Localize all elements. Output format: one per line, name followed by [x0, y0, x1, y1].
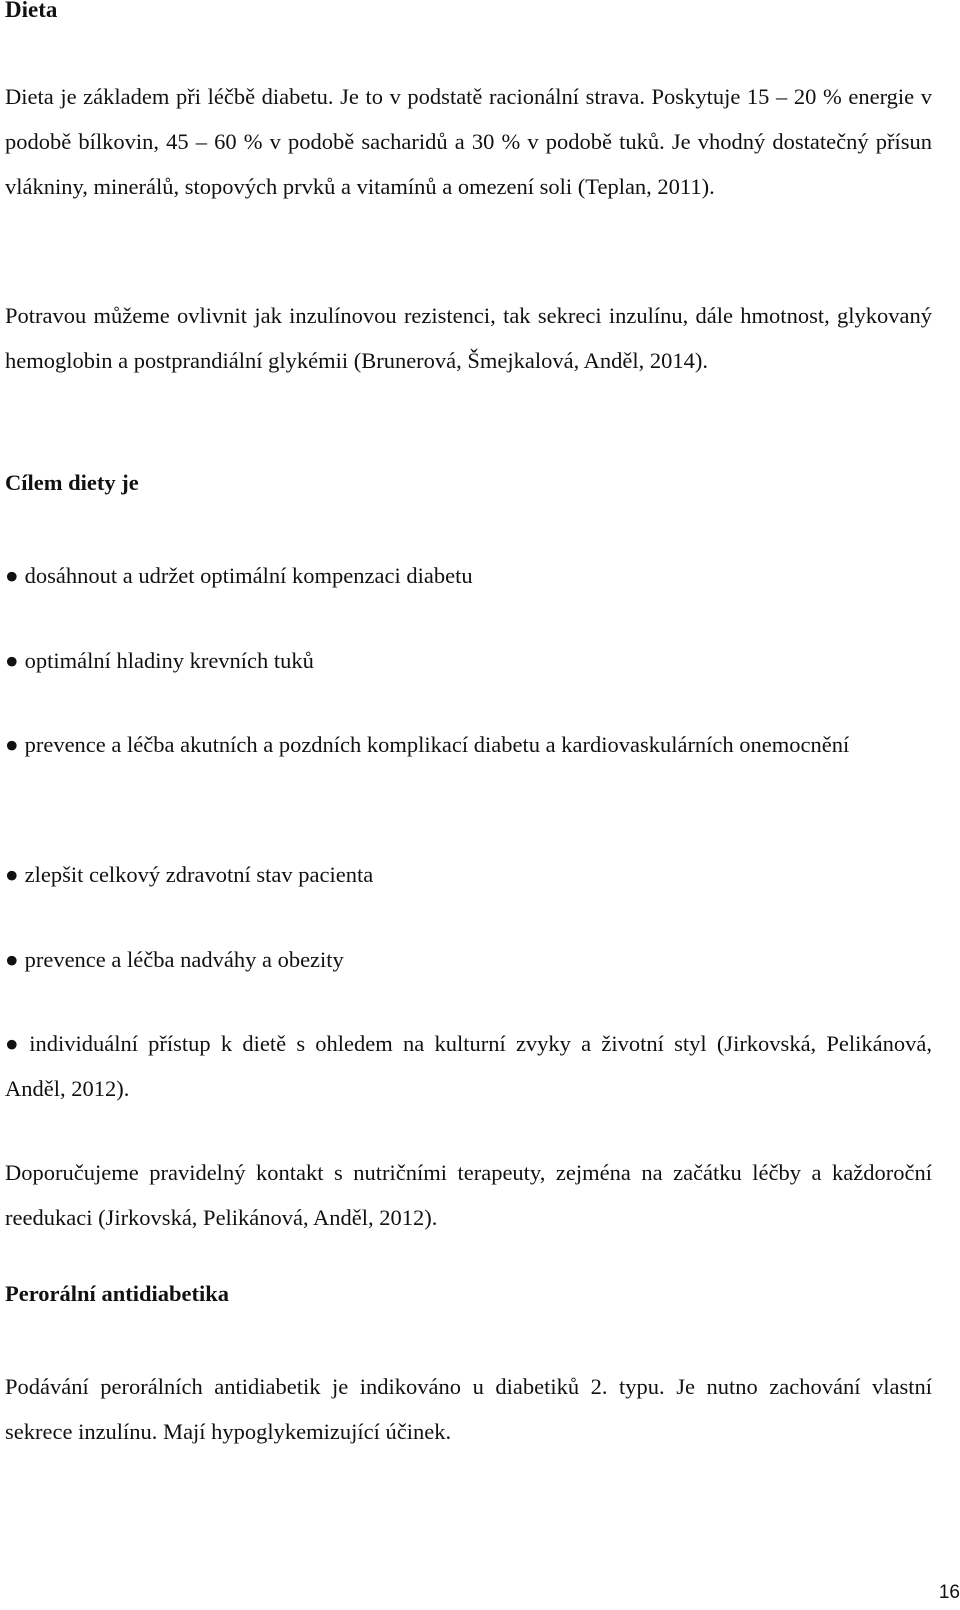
list-item [5, 1021, 932, 1111]
list-item-text: optimální hladiny krevních tuků [24, 648, 314, 673]
page-number: 16 [938, 1582, 960, 1603]
section-heading-cilem-diety: Cílem diety je [5, 470, 139, 495]
list-item [5, 722, 932, 767]
paragraph-dieta-intro: Dieta je základem při léčbě diabetu. Je to v podstatě racionální strava. Poskytuje 15 – 20 % energie v podobě bílkovin, 45 – 60 % v podobě sacharidů a 30 % v podobě tuků. Je vhodný dostatečný přísun vlákniny, minerálů, stopových prvků a vitamínů a omezení soli (Teplan, 2011). [5, 84, 932, 199]
bullet-icon: ● [5, 648, 19, 673]
bullet-icon: ● [5, 1031, 24, 1056]
list-item [5, 937, 932, 982]
section-heading-dieta: Dieta [5, 0, 58, 22]
list-item [5, 852, 932, 897]
list-item-text: dosáhnout a udržet optimální kompenzaci diabetu [24, 563, 473, 588]
list-item-text: individuální přístup k dietě s ohledem na kulturní zvyky a životní styl (Jirkovská, Pelikánová, Anděl, 2012). [5, 1031, 933, 1101]
paragraph-doporucujeme: Doporučujeme pravidelný kontakt s nutričními terapeuty, zejména na začátku léčby a každoroční reedukaci (Jirkovská, Pelikánová, Anděl, 2012). [5, 1160, 932, 1230]
paragraph-peroralni: Podávání perorálních antidiabetik je indikováno u diabetiků 2. typu. Je nutno zachování vlastní sekrece inzulínu. Mají hypoglykemizující účinek. [5, 1374, 932, 1444]
section-heading-peroralni-antidiabetika: Perorální antidiabetika [5, 1281, 229, 1306]
list-item [5, 638, 932, 683]
list-item [5, 553, 932, 598]
bullet-icon: ● [5, 862, 19, 887]
list-item-text: prevence a léčba nadváhy a obezity [24, 947, 344, 972]
paragraph-potravou: Potravou můžeme ovlivnit jak inzulínovou rezistenci, tak sekreci inzulínu, dále hmotnost, glykovaný hemoglobin a postprandiální glykémii (Brunerová, Šmejkalová, Anděl, 2014). [5, 303, 932, 373]
bullet-icon: ● [5, 732, 19, 757]
bullet-icon: ● [5, 947, 19, 972]
list-item-text: prevence a léčba akutních a pozdních komplikací diabetu a kardiovaskulárních onemocnění [24, 732, 850, 757]
list-item-text: zlepšit celkový zdravotní stav pacienta [24, 862, 374, 887]
bullet-icon: ● [5, 563, 19, 588]
